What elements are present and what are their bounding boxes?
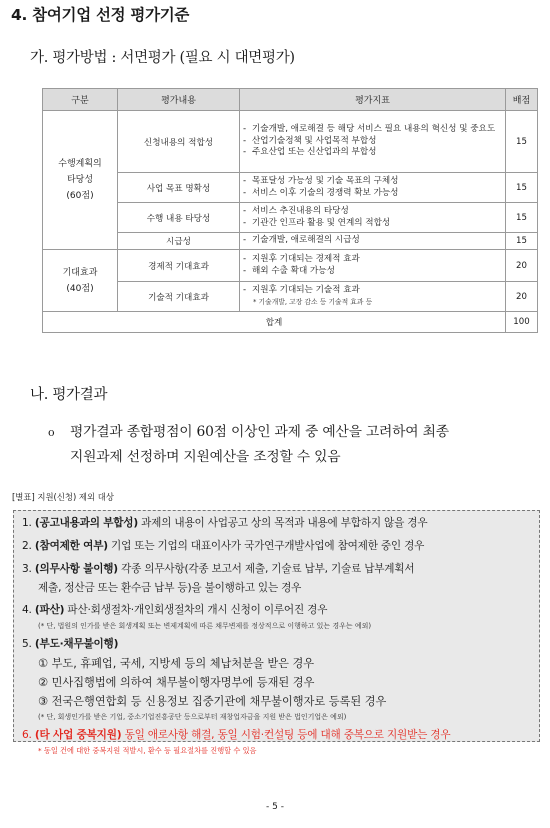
page-number: - 5 - xyxy=(266,802,284,812)
list-item: 3. (의무사항 불이행) 각종 의무사항(각종 보고서 제출, 기술료 납부, 기술료 납부계획서 xyxy=(22,563,415,575)
list-subitem: ① 부도, 휴폐업, 국세, 지방세 등의 체납처분을 받은 경우 xyxy=(38,657,315,670)
table-row-score: 15 xyxy=(506,203,538,233)
sub-title-method: 가. 평가방법 : 서면평가 (필요 시 대면평가) xyxy=(30,50,295,66)
header-content: 평가내용 xyxy=(118,89,240,111)
table-row-score: 15 xyxy=(506,111,538,173)
appendix-box xyxy=(13,510,540,755)
header-score: 배점 xyxy=(506,89,538,111)
table-row-indicators: - 지원후 기대되는 기술적 효과 * 기술개발, 고장 감소 등 기술적 효과 등 xyxy=(240,282,506,312)
header-category: 구분 xyxy=(43,89,118,111)
list-item: 4. (파산) 파산·회생절차·개인회생절차의 개시 신청이 이루어진 경우 xyxy=(22,604,328,616)
list-item: 1. (공고내용과의 부합성) 과제의 내용이 사업공고 상의 목적과 내용에 부합하지 않을 경우 xyxy=(22,517,428,529)
table-row-indicators: - 목표달성 가능성 및 기술 목표의 구체성 - 서비스 이후 기술의 경쟁력 확보 가능성 xyxy=(240,173,506,203)
bullet-circle-icon: o xyxy=(48,426,55,439)
table-row-indicators: - 지원후 기대되는 경제적 효과 - 해외 수출 확대 가능성 xyxy=(240,250,506,282)
indicator-note: * 기술개발, 고장 감소 등 기술적 효과 등 xyxy=(253,297,373,306)
list-item: 5. (부도·채무불이행) xyxy=(22,638,119,650)
table-row-content: 신청내용의 적합성 xyxy=(118,111,240,173)
table-row-score: 20 xyxy=(506,282,538,312)
list-subitem: ③ 전국은행연합회 등 신용정보 집중기관에 채무불이행자로 등록된 경우 xyxy=(38,695,387,708)
list-item-continued: 제출, 정산금 또는 환수금 납부 등)을 불이행하고 있는 경우 xyxy=(38,582,302,594)
result-paragraph: o 평가결과 종합평점이 60점 이상인 과제 중 예산을 고려하여 최종 지원과제 선정하며 지원예산을 조정할 수 있음 xyxy=(48,420,538,470)
list-item-note: (* 단, 법원의 인가를 받은 회생계획 또는 변제계획에 따른 채무변제를 정상적으로 이행하고 있는 경우는 예외) xyxy=(38,622,372,630)
table-row-content: 경제적 기대효과 xyxy=(118,250,240,282)
table-row-indicators: - 기술개발, 애로해결 등 해당 서비스 필요 내용의 혁신성 및 중요도 - 산업기술정책 및 사업목적 부합성 - 주요산업 또는 신산업과의 부합성 xyxy=(240,111,506,173)
list-subitem: ② 민사집행법에 의하여 채무불이행자명부에 등재된 경우 xyxy=(38,676,315,689)
table-row-score: 15 xyxy=(506,173,538,203)
list-item-note: (* 단, 회생인가를 받은 기업, 중소기업진흥공단 등으로부터 재창업자금을 지원 받은 법인기업은 예외) xyxy=(38,713,347,721)
table-row-indicators: - 기술개발, 애로해결의 시급성 xyxy=(240,233,506,250)
list-item-highlight: 6. (타 사업 중복지원) 동일 애로사항 해결, 동일 시험·컨설팅 등에 대해 중복으로 지원받는 경우 xyxy=(22,729,451,741)
table-row-indicators: - 서비스 추진내용의 타당성 - 기관간 인프라 활용 및 연계의 적합성 xyxy=(240,203,506,233)
table-row-content: 시급성 xyxy=(118,233,240,250)
table-row-content: 사업 목표 명확성 xyxy=(118,173,240,203)
section-title: 4. 참여기업 선정 평가기준 xyxy=(11,6,190,24)
sub-title-result: 나. 평가결과 xyxy=(30,387,108,403)
table-row-score: 20 xyxy=(506,250,538,282)
group-expected-effect: 기대효과 (40점) xyxy=(43,250,118,312)
list-item: 2. (참여제한 여부) 기업 또는 기업의 대표이사가 국가연구개발사업에 참여제한 중인 경우 xyxy=(22,540,425,552)
total-label: 합계 xyxy=(43,312,506,333)
table-row-content: 수행 내용 타당성 xyxy=(118,203,240,233)
evaluation-table xyxy=(42,88,538,333)
total-score: 100 xyxy=(506,312,538,333)
table-row-score: 15 xyxy=(506,233,538,250)
header-indicator: 평가지표 xyxy=(240,89,506,111)
table-row-content: 기술적 기대효과 xyxy=(118,282,240,312)
group-plan-validity: 수행계획의 타당성 (60점) xyxy=(43,111,118,250)
appendix-title: [별표] 지원(신청) 제외 대상 xyxy=(12,492,114,502)
list-item-note-highlight: * 동일 건에 대한 중복지원 적발시, 환수 등 필요절차를 진행할 수 있음 xyxy=(38,746,257,755)
